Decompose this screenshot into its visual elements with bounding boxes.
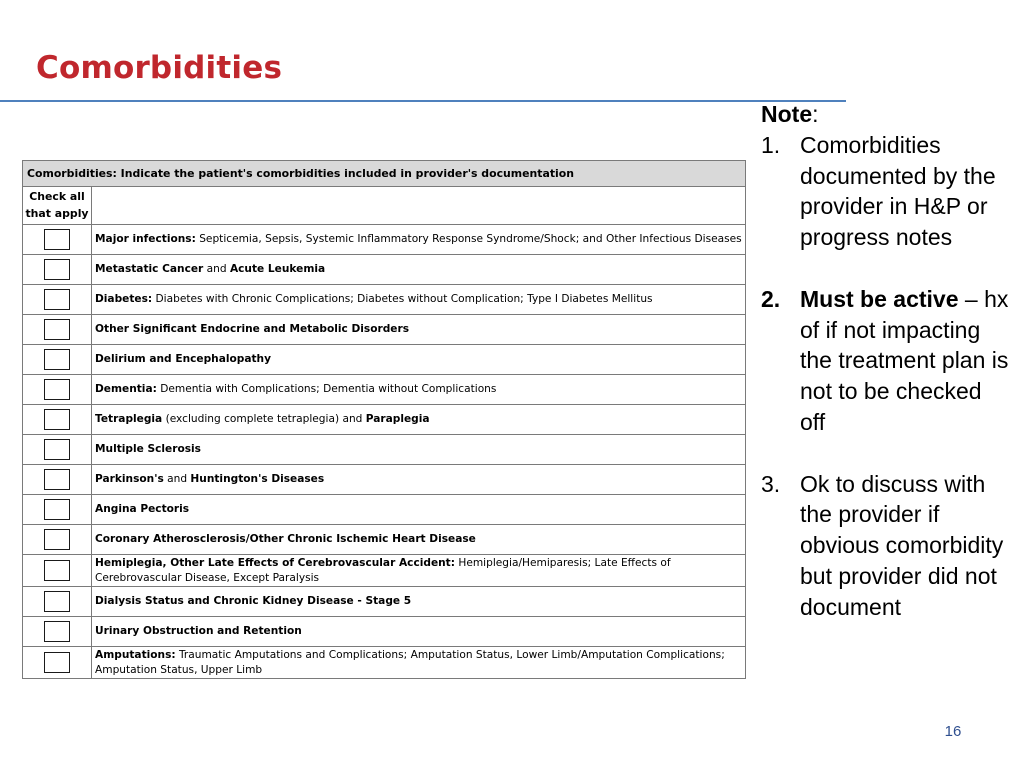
- comorbidity-checkbox[interactable]: [44, 349, 70, 370]
- comorbidity-label: Coronary Atherosclerosis/Other Chronic Ischemic Heart Disease: [92, 525, 746, 555]
- checkbox-cell: [23, 495, 92, 525]
- comorbidity-checkbox[interactable]: [44, 652, 70, 673]
- comorbidity-label: Tetraplegia (excluding complete tetraplegia) and Paraplegia: [92, 405, 746, 435]
- form-header-row: [23, 161, 746, 187]
- comorbidity-label: Diabetes: Diabetes with Chronic Complications; Diabetes without Complication; Type I Diabetes Mellitus: [92, 285, 746, 315]
- comorbidity-checkbox[interactable]: [44, 379, 70, 400]
- checkbox-cell: [23, 255, 92, 285]
- comorbidity-row: [23, 617, 746, 647]
- comorbidity-checkbox[interactable]: [44, 560, 70, 581]
- comorbidity-checkbox[interactable]: [44, 229, 70, 250]
- page-number: 16: [944, 723, 962, 740]
- comorbidity-label: Dialysis Status and Chronic Kidney Disease - Stage 5: [92, 587, 746, 617]
- comorbidity-checkbox[interactable]: [44, 621, 70, 642]
- comorbidity-label: Hemiplegia, Other Late Effects of Cerebrovascular Accident: Hemiplegia/Hemiparesis; Late Effects of Cerebrovascular Disease, Except Paralysis: [92, 555, 746, 587]
- checkbox-cell: [23, 525, 92, 555]
- comorbidity-checkbox[interactable]: [44, 591, 70, 612]
- comorbidity-row: [23, 315, 746, 345]
- comorbidity-checkbox[interactable]: [44, 289, 70, 310]
- comorbidity-label: Angina Pectoris: [92, 495, 746, 525]
- comorbidity-row: [23, 647, 746, 679]
- checkbox-cell: [23, 375, 92, 405]
- comorbidity-label: Delirium and Encephalopathy: [92, 345, 746, 375]
- checkbox-cell: [23, 555, 92, 587]
- checkbox-cell: [23, 435, 92, 465]
- comorbidity-checkbox[interactable]: [44, 409, 70, 430]
- comorbidity-row: [23, 555, 746, 587]
- comorbidity-row: [23, 345, 746, 375]
- comorbidity-row: [23, 375, 746, 405]
- note-item-2: 2. Must be active – hx of if not impacting the treatment plan is not to be checked off: [761, 285, 1009, 435]
- comorbidity-label: Amputations: Traumatic Amputations and Complications; Amputation Status, Lower Limb/Amputation Complications; Amputation Status, Upper Limb: [92, 647, 746, 679]
- comorbidity-row: [23, 225, 746, 255]
- check-all-label: Check all that apply: [23, 187, 92, 225]
- comorbidities-form: [22, 160, 746, 679]
- comorbidity-label: Parkinson's and Huntington's Diseases: [92, 465, 746, 495]
- title-divider: [0, 100, 846, 102]
- form-header: Comorbidities: Indicate the patient's comorbidities included in provider's documentation: [23, 161, 746, 187]
- comorbidity-row: [23, 285, 746, 315]
- comorbidity-checkbox[interactable]: [44, 319, 70, 340]
- comorbidity-label: Multiple Sclerosis: [92, 435, 746, 465]
- comorbidity-row: [23, 255, 746, 285]
- check-all-row: [23, 187, 746, 225]
- comorbidity-checkbox[interactable]: [44, 469, 70, 490]
- note-heading: Note:: [761, 101, 819, 127]
- comorbidity-checkbox[interactable]: [44, 529, 70, 550]
- note-item-3: 3. Ok to discuss with the provider if obvious comorbidity but provider did not document: [761, 470, 1004, 620]
- checkbox-cell: [23, 465, 92, 495]
- checkbox-cell: [23, 587, 92, 617]
- comorbidity-row: [23, 405, 746, 435]
- comorbidity-row: [23, 465, 746, 495]
- check-all-blank: [92, 187, 746, 225]
- comorbidity-row: [23, 587, 746, 617]
- checkbox-cell: [23, 405, 92, 435]
- comorbidity-row: [23, 525, 746, 555]
- checkbox-cell: [23, 225, 92, 255]
- note-panel: [761, 99, 1011, 623]
- comorbidity-label: Metastatic Cancer and Acute Leukemia: [92, 255, 746, 285]
- slide-title: Comorbidities: [36, 50, 283, 86]
- comorbidity-checkbox[interactable]: [44, 499, 70, 520]
- checkbox-cell: [23, 647, 92, 679]
- comorbidity-row: [23, 435, 746, 465]
- comorbidity-checkbox[interactable]: [44, 439, 70, 460]
- checkbox-cell: [23, 345, 92, 375]
- note-item-1: 1. Comorbidities documented by the provider in H&P or progress notes: [761, 131, 996, 251]
- checkbox-cell: [23, 315, 92, 345]
- checkbox-cell: [23, 285, 92, 315]
- comorbidity-label: Major infections: Septicemia, Sepsis, Systemic Inflammatory Response Syndrome/Shock; and Other Infectious Diseases: [92, 225, 746, 255]
- note-list: [761, 130, 1011, 623]
- checkbox-cell: [23, 617, 92, 647]
- comorbidity-label: Urinary Obstruction and Retention: [92, 617, 746, 647]
- comorbidity-row: [23, 495, 746, 525]
- comorbidity-checkbox[interactable]: [44, 259, 70, 280]
- comorbidity-label: Other Significant Endocrine and Metabolic Disorders: [92, 315, 746, 345]
- comorbidity-label: Dementia: Dementia with Complications; Dementia without Complications: [92, 375, 746, 405]
